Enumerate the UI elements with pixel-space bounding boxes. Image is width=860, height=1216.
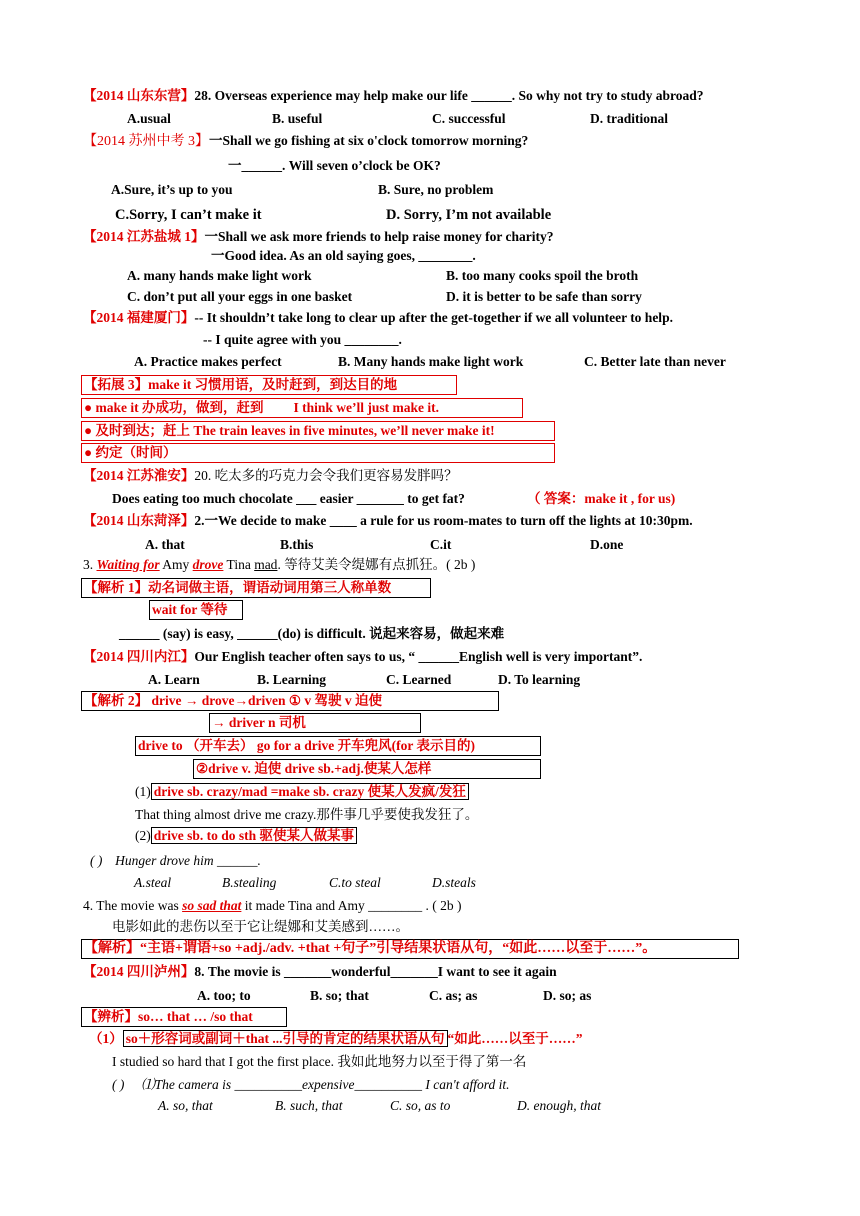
- question-stem: 28. Overseas experience may help make our life ______. So why not try to study abroad?: [194, 88, 704, 103]
- question-stem-2: 一Good idea. As an old saying goes, ________.: [211, 248, 476, 263]
- analysis-2-item-2: [135, 827, 357, 845]
- analysis-1-exercise: ______ (say) is easy, ______(do) is difficult. 说起来容易，做起来难: [119, 626, 505, 641]
- question-stem-2: Does eating too much chocolate ___ easier _______ to get fat?: [112, 491, 465, 506]
- analysis-1-heading: 【解析 1】动名词做主语，谓语动词用第三人称单数: [81, 578, 431, 598]
- extension-meaning: ● make it 办成功，做到，赶到: [84, 400, 264, 415]
- option-b: B. Many hands make light work: [338, 354, 524, 369]
- source-tag: 【2014 江苏盐城 1】: [83, 229, 205, 244]
- option-b: B. too many cooks spoil the broth: [446, 268, 639, 283]
- option-c: C. successful: [432, 111, 506, 126]
- option-d: D. traditional: [590, 111, 669, 126]
- option-d: D. enough, that: [517, 1098, 601, 1113]
- option-c: C. Better late than never: [584, 354, 726, 369]
- option-b: B.this: [280, 537, 314, 552]
- discrimination-heading: 【辨析】so… that … /so that: [81, 1007, 287, 1027]
- option-b: B. Learning: [257, 672, 327, 687]
- option-c: C.it: [430, 537, 452, 552]
- option-a: A.Sure, it’s up to you: [111, 182, 233, 197]
- extension-example: I think we’ll just make it.: [293, 400, 440, 415]
- question-heze: [83, 512, 693, 530]
- sentence-rest: . 等待艾美令缇娜有点抓狂。( 2b ): [277, 557, 476, 572]
- question-yancheng: [83, 228, 553, 246]
- option-a: A.usual: [127, 111, 171, 126]
- option-d: D. it is better to be safe than sorry: [446, 289, 642, 304]
- option-a: A. so, that: [158, 1098, 213, 1113]
- question-stem: ⑴The camera is __________expensive__________ I can't afford it.: [141, 1077, 510, 1092]
- source-tag: 【2014 四川内江】: [83, 649, 195, 664]
- option-c: C.to steal: [329, 875, 381, 890]
- question-stem: 2.一We decide to make ____ a rule for us room-mates to turn off the lights at 10:30pm.: [194, 513, 693, 528]
- option-c: C. Learned: [386, 672, 452, 687]
- option-a: A. that: [145, 537, 185, 552]
- option-b: B.stealing: [222, 875, 277, 890]
- sentence-3: [83, 556, 475, 574]
- extension-line-2: [81, 398, 523, 418]
- item-number: (2): [135, 828, 151, 843]
- question-stem-2: 一______. Will seven o’clock be OK?: [228, 158, 441, 173]
- sentence-rest: it made Tina and Amy ________ . ( 2b ): [241, 898, 462, 913]
- option-d: D. so; as: [543, 988, 592, 1003]
- analysis-2-driver: → driver n 司机: [209, 713, 421, 733]
- item-number: (1): [135, 784, 151, 799]
- point-number: （1）: [89, 1031, 123, 1046]
- option-d: D.steals: [432, 875, 476, 890]
- question-huaian: [83, 467, 458, 485]
- question-stem: 一Shall we go fishing at six o'clock tomorrow morning?: [209, 133, 529, 148]
- option-b: B. useful: [272, 111, 323, 126]
- point-meaning: “如此……以至于……”: [447, 1031, 583, 1046]
- highlight-so-sad-that: so sad that: [182, 898, 242, 913]
- item-text: drive sb. crazy/mad =make sb. crazy 使某人发疯/发狂: [151, 783, 469, 800]
- source-tag: 【2014 苏州中考 3】: [83, 134, 209, 149]
- question-stem: 一Shall we ask more friends to help raise money for charity?: [204, 229, 554, 244]
- question-xiamen: [83, 309, 673, 327]
- question-hunger: [90, 852, 261, 870]
- analysis-2-drive-force: ②drive v. 迫使 drive sb.+adj.使某人怎样: [193, 759, 541, 779]
- option-d: D. Sorry, I’m not available: [386, 207, 552, 223]
- option-d: D.one: [590, 537, 624, 552]
- extension-line-4: ● 约定（时间）: [81, 443, 555, 463]
- analysis-2-heading: 【解析 2】 drive → drove→driven ① v 驾驶 v 迫使: [81, 691, 499, 711]
- word-mad: mad: [254, 557, 278, 572]
- option-a: A.steal: [134, 875, 172, 890]
- word-amy: Amy: [162, 557, 190, 572]
- source-tag: 【2014 福建厦门】: [83, 310, 195, 325]
- sentence-number: 3.: [83, 557, 94, 572]
- option-a: A. too; to: [197, 988, 251, 1003]
- analysis-2-item-1: [135, 783, 469, 801]
- question-neijiang: [83, 648, 642, 666]
- source-tag: 【2014 山东菏泽】: [83, 513, 195, 528]
- analysis-2-drive-to: drive to （开车去） go for a drive 开车兜风(for 表示目的): [135, 736, 541, 756]
- question-luzhou: [83, 963, 557, 981]
- source-tag: 【2014 山东东营】: [83, 88, 195, 103]
- option-b: B. so; that: [310, 988, 369, 1003]
- analysis-2-example: That thing almost drive me crazy.那件事几乎要使我发狂了。: [135, 807, 479, 822]
- option-c: C. so, as to: [390, 1098, 451, 1113]
- option-c: C. as; as: [429, 988, 478, 1003]
- question-dongying: [83, 87, 703, 105]
- source-tag: 【2014 四川泸州】: [83, 964, 195, 979]
- sentence-start: 4. The movie was: [83, 898, 183, 913]
- discrimination-point-1: [89, 1030, 583, 1048]
- option-a: A. Practice makes perfect: [134, 354, 282, 369]
- answer-paren: ( ): [112, 1077, 125, 1092]
- option-b: B. such, that: [275, 1098, 343, 1113]
- point-text: so＋形容词或副词＋that ...引导的肯定的结果状语从句: [123, 1030, 448, 1047]
- option-c: C.Sorry, I can’t make it: [115, 207, 262, 223]
- answer-note: （ 答案：make it , for us): [527, 491, 676, 506]
- question-stem: Our English teacher often says to us, “ ______English well is very important”.: [194, 649, 643, 664]
- sentence-4: [83, 897, 462, 915]
- option-d: D. To learning: [498, 672, 581, 687]
- option-a: A. Learn: [148, 672, 200, 687]
- analysis-3: 【解析】“主语+谓语+so +adj./adv. +that +句子”引导结果状语从句，“如此……以至于……”。: [81, 939, 739, 959]
- extension-line-3: ● 及时到达；赶上 The train leaves in five minutes, we’ll never make it!: [81, 421, 555, 441]
- extension-heading: 【拓展 3】make it 习惯用语，及时赶到，到达目的地: [81, 375, 457, 395]
- question-stem: 8. The movie is _______wonderful_______I want to see it again: [194, 964, 557, 979]
- word-tina: Tina: [226, 557, 251, 572]
- source-tag: 【2014 江苏淮安】: [83, 468, 195, 483]
- analysis-1-phrase: wait for 等待: [149, 600, 243, 620]
- item-text: drive sb. to do sth 驱使某人做某事: [151, 827, 357, 844]
- question-stem: Hunger drove him ______.: [115, 853, 261, 868]
- discrimination-example: I studied so hard that I got the first place. 我如此地努力以至于得了第一名: [112, 1054, 527, 1069]
- question-stem-2: -- I quite agree with you ________.: [203, 332, 402, 347]
- question-stem: 20. 吃太多的巧克力会令我们更容易发胖吗？: [194, 468, 458, 483]
- answer-paren: ( ): [90, 853, 103, 868]
- option-c: C. don’t put all your eggs in one basket: [127, 289, 353, 304]
- option-a: A. many hands make light work: [127, 268, 312, 283]
- question-suzhou: [83, 132, 528, 151]
- highlight-waiting-for: Waiting for: [96, 557, 160, 572]
- highlight-drove: drove: [192, 557, 224, 572]
- question-camera: [112, 1076, 509, 1094]
- sentence-4-translation: 电影如此的悲伤以至于它让缇娜和艾美感到……。: [112, 919, 409, 934]
- question-stem: -- It shouldn’t take long to clear up after the get-together if we all volunteer to help.: [194, 310, 673, 325]
- option-b: B. Sure, no problem: [378, 182, 494, 197]
